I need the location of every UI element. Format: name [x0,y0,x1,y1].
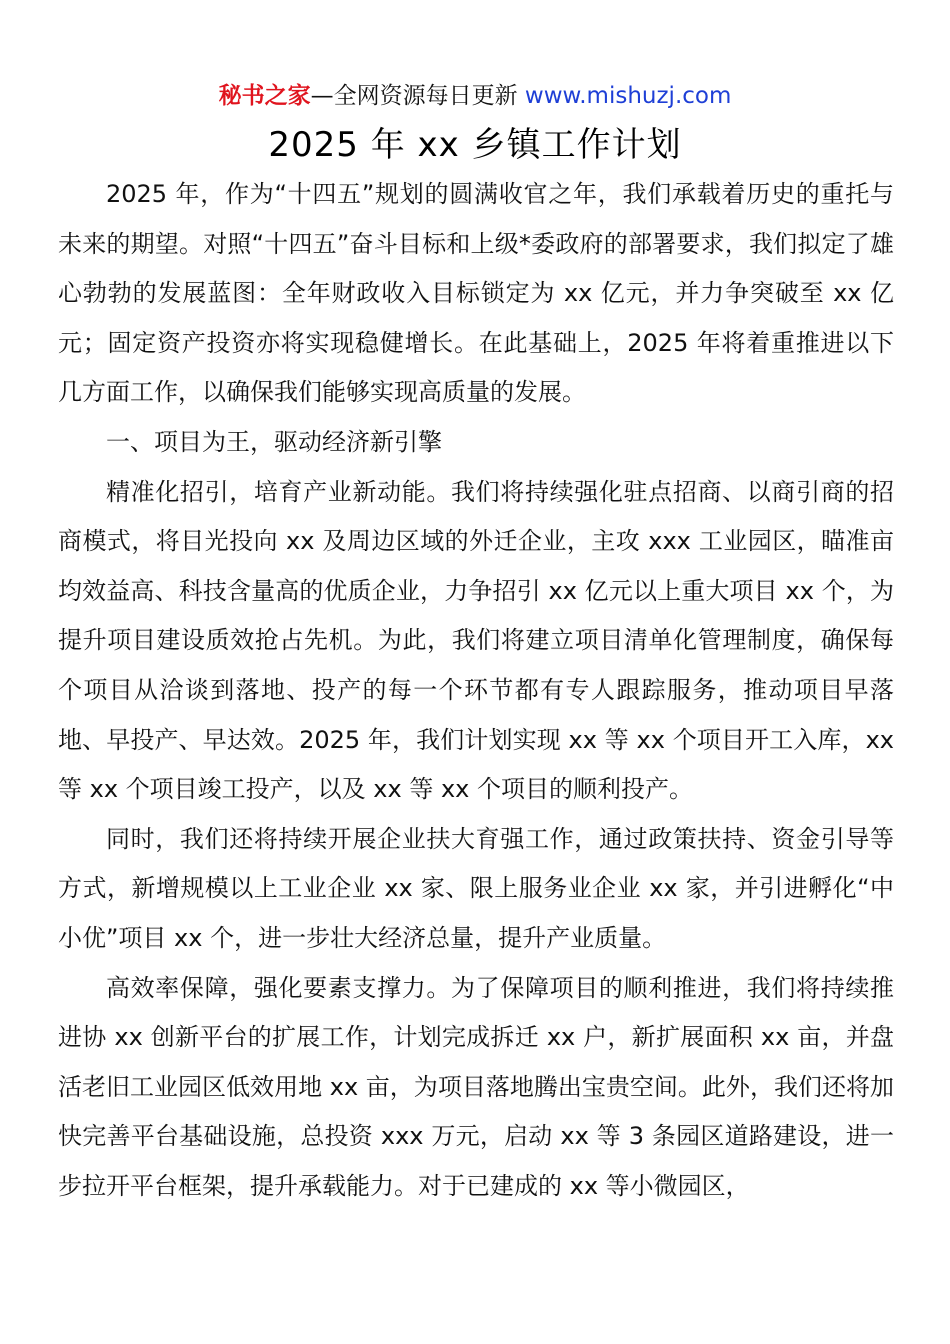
paragraph: 同时，我们还将持续开展企业扶大育强工作，通过政策扶持、资金引导等方式，新增规模以上工业企业 xx 家、限上服务业企业 xx 家，并引进孵化“中小优”项目 xx 个，进一步壮大经济总量，提升产业质量。 [58,824,894,952]
site-tagline: —全网资源每日更新 [310,83,525,109]
section-heading: 一、项目为王，驱动经济新引擎 [106,427,442,456]
site-name: 秘书之家 [218,83,311,109]
paragraph: 高效率保障，强化要素支撑力。为了保障项目的顺利推进，我们将持续推进协 xx 创新平台的扩展工作，计划完成拆迁 xx 户，新扩展面积 xx 亩，并盘活老旧工业园区低效用地 xx 亩，为项目落地腾出宝贵空间。此外，我们还将加快完善平台基础设施，总投资 xxx 万元，启动 xx 等 3 条园区道路建设，进一步拉开平台框架，提升承载能力。对于已建成的 xx 等小微园区， [58,973,894,1200]
site-url-link[interactable]: www.mishuzj.com [524,83,732,109]
document-title: 2025 年 xx 乡镇工作计划 [268,125,682,165]
paragraph-intro: 2025 年，作为“十四五”规划的圆满收官之年，我们承载着历史的重托与未来的期望。对照“十四五”奋斗目标和上级*委政府的部署要求，我们拟定了雄心勃勃的发展蓝图：全年财政收入目标锁定为 xx 亿元，并力争突破至 xx 亿元；固定资产投资亦将实现稳健增长。在此基础上，2025 年将着重推进以下几方面工作，以确保我们能够实现高质量的发展。 [58,180,894,407]
paragraph: 精准化招引，培育产业新动能。我们将持续强化驻点招商、以商引商的招商模式，将目光投向 xx 及周边区域的外迁企业，主攻 xxx 工业园区，瞄准亩均效益高、科技含量高的优质企业，力争招引 xx 亿元以上重大项目 xx 个，为提升项目建设质效抢占先机。为此，我们将建立项目清单化管理制度，确保每个项目从洽谈到落地、投产的每一个环节都有专人跟踪服务，推动项目早落地、早投产、早达效。2025 年，我们计划实现 xx 等 xx 个项目开工入库，xx 等 xx 个项目竣工投产，以及 xx 等 xx 个项目的顺利投产。 [58,477,894,804]
document-body [58,170,894,1211]
site-header [0,80,950,112]
